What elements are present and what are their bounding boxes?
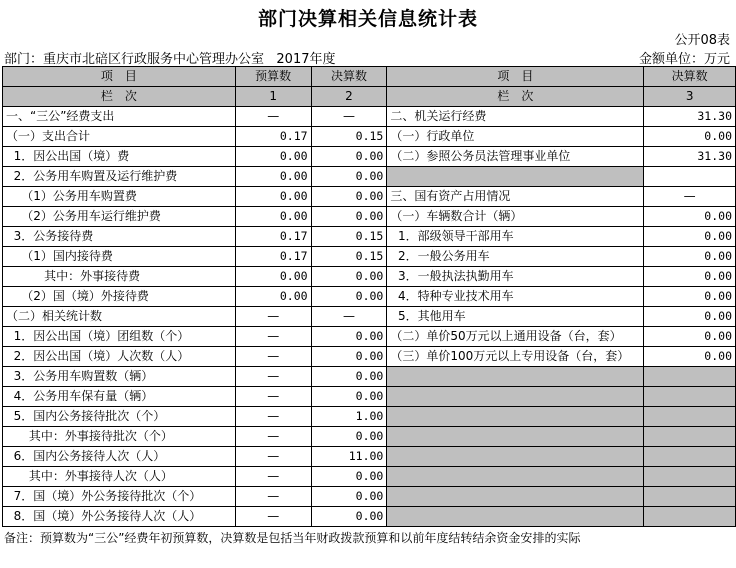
right-final-value: 0.00: [644, 347, 736, 367]
table-row: [3, 427, 736, 447]
final-value: 0.00: [311, 187, 387, 207]
right-empty-value: [644, 387, 736, 407]
budget-value: 0.00: [235, 187, 311, 207]
right-empty-value: [644, 447, 736, 467]
budget-value: 0.17: [235, 247, 311, 267]
final-value: 0.00: [311, 147, 387, 167]
header-final-right: 决算数: [644, 67, 736, 87]
right-row-label: （二）单价50万元以上通用设备（台，套）: [387, 327, 644, 347]
header-item: 项 目: [3, 67, 236, 87]
row-label: 1．因公出国（境）费: [3, 147, 236, 167]
table-row: [3, 387, 736, 407]
row-label: 其中：外事接待人次（人）: [3, 467, 236, 487]
right-final-value: 0.00: [644, 227, 736, 247]
table-row: [3, 467, 736, 487]
right-empty-value: [644, 427, 736, 447]
table-row: [3, 267, 736, 287]
table-row: [3, 327, 736, 347]
footnote: 备注：预算数为“三公”经费年初预算数，决算数是包括当年财政拨款预算和以前年度结转结余资金安排的实际: [4, 531, 581, 545]
row-label: （2）国（境）外接待费: [3, 287, 236, 307]
row-label: 其中：外事接待批次（个）: [3, 427, 236, 447]
right-empty-cell: [387, 447, 644, 467]
row-label: 2．公务用车购置及运行维护费: [3, 167, 236, 187]
table-row: [3, 407, 736, 427]
budget-value: —: [235, 107, 311, 127]
right-row-label: （一）行政单位: [387, 127, 644, 147]
row-label: 8．国（境）外公务接待人次（人）: [3, 507, 236, 527]
right-row-label: 4．特种专业技术用车: [387, 287, 644, 307]
col-index-1: 1: [235, 87, 311, 107]
right-row-label: （二）参照公务员法管理事业单位: [387, 147, 644, 167]
row-label: 其中：外事接待费: [3, 267, 236, 287]
right-final-value: 0.00: [644, 267, 736, 287]
right-empty-cell: [387, 367, 644, 387]
table-row: [3, 167, 736, 187]
column-index-row: [3, 87, 736, 107]
final-value: 0.00: [311, 467, 387, 487]
right-empty-cell: [387, 407, 644, 427]
final-value: 1.00: [311, 407, 387, 427]
table-row: [3, 367, 736, 387]
final-value: 0.00: [311, 287, 387, 307]
right-empty-value: [644, 467, 736, 487]
final-value: 0.15: [311, 127, 387, 147]
budget-value: —: [235, 327, 311, 347]
table-row: [3, 247, 736, 267]
table-row: [3, 107, 736, 127]
budget-value: 0.17: [235, 227, 311, 247]
row-label: （二）相关统计数: [3, 307, 236, 327]
page-title: 部门决算相关信息统计表: [257, 8, 478, 30]
final-value: 0.00: [311, 507, 387, 527]
right-final-value: 0.00: [644, 247, 736, 267]
form-number: 公开08表: [674, 33, 730, 48]
budget-value: —: [235, 367, 311, 387]
final-value: 11.00: [311, 447, 387, 467]
right-final-value: 0.00: [644, 327, 736, 347]
budget-value: 0.17: [235, 127, 311, 147]
right-final-value: 0.00: [644, 207, 736, 227]
right-final-value: [644, 167, 736, 187]
right-final-value: 0.00: [644, 287, 736, 307]
right-row-label: 2．一般公务用车: [387, 247, 644, 267]
header-row: [3, 67, 736, 87]
right-empty-cell: [387, 467, 644, 487]
budget-value: 0.00: [235, 287, 311, 307]
statistics-table: [2, 66, 736, 527]
row-label: （1）公务用车购置费: [3, 187, 236, 207]
final-value: 0.15: [311, 247, 387, 267]
right-empty-cell: [387, 427, 644, 447]
budget-value: 0.00: [235, 147, 311, 167]
final-value: 0.00: [311, 387, 387, 407]
budget-value: —: [235, 307, 311, 327]
table-row: [3, 227, 736, 247]
right-empty-value: [644, 367, 736, 387]
right-row-label: 5．其他用车: [387, 307, 644, 327]
row-label: 2．因公出国（境）人次数（人）: [3, 347, 236, 367]
final-value: 0.00: [311, 167, 387, 187]
row-label: （2）公务用车运行维护费: [3, 207, 236, 227]
budget-value: —: [235, 407, 311, 427]
table-row: [3, 287, 736, 307]
final-value: 0.15: [311, 227, 387, 247]
col-index-3: 3: [644, 87, 736, 107]
amount-unit: 金额单位：万元: [638, 52, 730, 67]
right-empty-value: [644, 407, 736, 427]
row-label: 7．国（境）外公务接待批次（个）: [3, 487, 236, 507]
budget-value: —: [235, 347, 311, 367]
right-final-value: 0.00: [644, 307, 736, 327]
right-final-value: 31.30: [644, 147, 736, 167]
final-value: 0.00: [311, 367, 387, 387]
table-row: [3, 347, 736, 367]
header-item-right: 项 目: [387, 67, 644, 87]
budget-value: —: [235, 487, 311, 507]
right-row-label: （一）车辆数合计（辆）: [387, 207, 644, 227]
final-value: —: [311, 107, 387, 127]
right-empty-value: [644, 487, 736, 507]
table-row: [3, 147, 736, 167]
final-value: 0.00: [311, 347, 387, 367]
final-value: 0.00: [311, 327, 387, 347]
right-row-label: （三）单价100万元以上专用设备（台，套）: [387, 347, 644, 367]
right-row-label: [387, 167, 644, 187]
table-row: [3, 187, 736, 207]
table-row: [3, 307, 736, 327]
right-empty-cell: [387, 487, 644, 507]
right-row-label: 二、机关运行经费: [387, 107, 644, 127]
row-label: 5．国内公务接待批次（个）: [3, 407, 236, 427]
final-value: 0.00: [311, 487, 387, 507]
final-value: 0.00: [311, 267, 387, 287]
header-final: 决算数: [311, 67, 387, 87]
row-label: 3．公务接待费: [3, 227, 236, 247]
row-label: 4．公务用车保有量（辆）: [3, 387, 236, 407]
lanci-label: 栏 次: [3, 87, 236, 107]
right-row-label: 1．部级领导干部用车: [387, 227, 644, 247]
row-label: 1．因公出国（境）团组数（个）: [3, 327, 236, 347]
table-row: [3, 207, 736, 227]
right-row-label: 3．一般执法执勤用车: [387, 267, 644, 287]
right-empty-cell: [387, 387, 644, 407]
budget-value: —: [235, 387, 311, 407]
budget-value: —: [235, 507, 311, 527]
right-final-value: 0.00: [644, 127, 736, 147]
budget-value: —: [235, 467, 311, 487]
lanci-label-right: 栏 次: [387, 87, 644, 107]
budget-value: 0.00: [235, 267, 311, 287]
right-empty-cell: [387, 507, 644, 527]
final-value: —: [311, 307, 387, 327]
final-value: 0.00: [311, 427, 387, 447]
header-budget: 预算数: [235, 67, 311, 87]
right-row-label: 三、国有资产占用情况: [387, 187, 644, 207]
table-row: [3, 127, 736, 147]
right-empty-value: [644, 507, 736, 527]
budget-value: —: [235, 427, 311, 447]
row-label: （1）国内接待费: [3, 247, 236, 267]
table-row: [3, 507, 736, 527]
department-line: 部门：重庆市北碚区行政服务中心管理办公室 2017年度: [4, 52, 336, 67]
row-label: （一）支出合计: [3, 127, 236, 147]
row-label: 3．公务用车购置数（辆）: [3, 367, 236, 387]
table-row: [3, 447, 736, 467]
row-label: 一、“三公”经费支出: [3, 107, 236, 127]
table-row: [3, 487, 736, 507]
budget-value: —: [235, 447, 311, 467]
budget-value: 0.00: [235, 167, 311, 187]
right-final-value: —: [644, 187, 736, 207]
right-final-value: 31.30: [644, 107, 736, 127]
row-label: 6．国内公务接待人次（人）: [3, 447, 236, 467]
final-value: 0.00: [311, 207, 387, 227]
col-index-2: 2: [311, 87, 387, 107]
budget-value: 0.00: [235, 207, 311, 227]
